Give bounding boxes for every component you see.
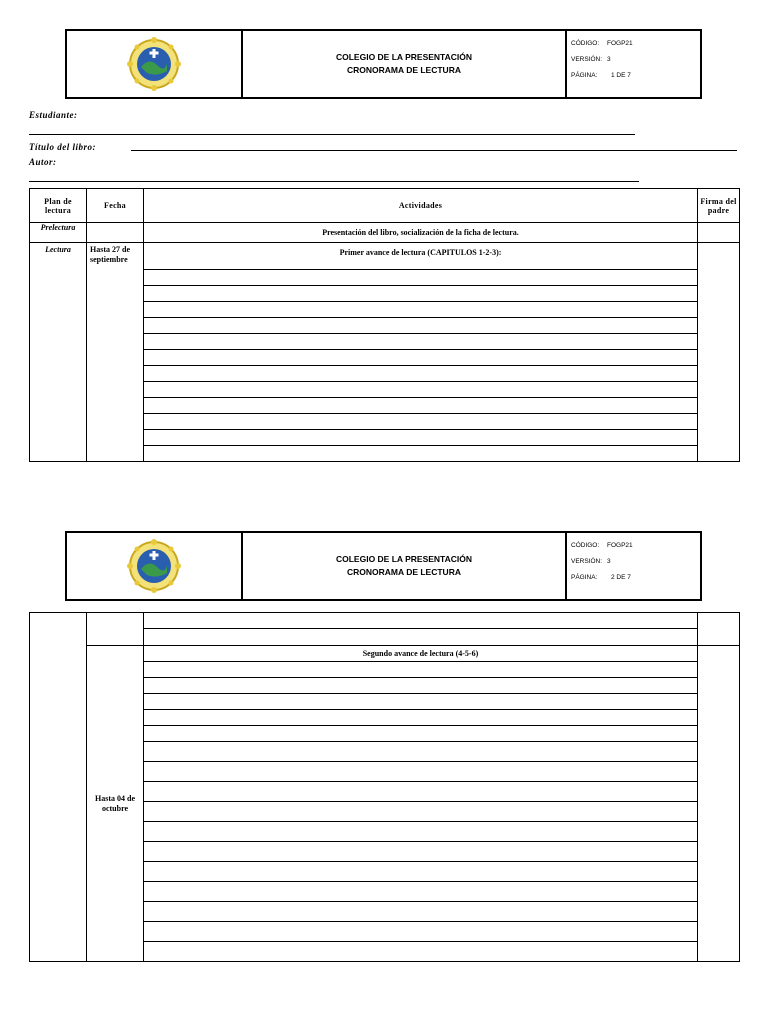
school-logo-icon bbox=[127, 539, 181, 593]
book-title-line[interactable] bbox=[131, 150, 737, 151]
lectura-label: Lectura bbox=[30, 243, 87, 462]
activity-line[interactable] bbox=[144, 802, 698, 822]
activity-line[interactable] bbox=[144, 862, 698, 882]
activity-line[interactable] bbox=[144, 366, 698, 382]
activity-line[interactable] bbox=[144, 694, 698, 710]
activity-line[interactable] bbox=[144, 334, 698, 350]
document-subtitle: CRONORAMA DE LECTURA bbox=[347, 65, 461, 75]
header-plan: Plan de lectura bbox=[30, 189, 87, 223]
page-label: PÁGINA: bbox=[571, 72, 598, 79]
activity-line[interactable] bbox=[144, 842, 698, 862]
logo-cell bbox=[67, 533, 243, 599]
prelectura-date-cell[interactable] bbox=[87, 223, 144, 243]
book-title-label: Título del libro: bbox=[29, 142, 96, 152]
version-value: 3 bbox=[607, 56, 611, 63]
activity-line[interactable] bbox=[144, 286, 698, 302]
activity-line[interactable] bbox=[144, 942, 698, 962]
reading-schedule-table-1 bbox=[29, 188, 740, 462]
activity-line[interactable] bbox=[144, 613, 698, 629]
page-label: PÁGINA: bbox=[571, 574, 598, 581]
activity-line[interactable] bbox=[144, 742, 698, 762]
activity-line[interactable] bbox=[144, 270, 698, 286]
prelectura-signature-cell[interactable] bbox=[698, 223, 740, 243]
lectura-date: Hasta 27 de septiembre bbox=[87, 243, 144, 462]
lectura-signature-cell[interactable] bbox=[698, 243, 740, 462]
activity-line[interactable] bbox=[144, 782, 698, 802]
second-advance-date: Hasta 04 de octubre bbox=[87, 646, 144, 962]
code-value: FOGP21 bbox=[607, 542, 633, 549]
student-line[interactable] bbox=[29, 134, 635, 135]
version-label: VERSIÓN: bbox=[571, 558, 603, 565]
author-line[interactable] bbox=[29, 181, 639, 182]
logo-cell bbox=[67, 31, 243, 97]
activity-line[interactable] bbox=[144, 302, 698, 318]
header-signature: Firma del padre bbox=[698, 189, 740, 223]
signature-cell[interactable] bbox=[698, 613, 740, 646]
code-value: FOGP21 bbox=[607, 40, 633, 47]
activity-line[interactable] bbox=[144, 350, 698, 366]
prelectura-activity: Presentación del libro, socialización de la ficha de lectura. bbox=[144, 223, 698, 243]
prelectura-label: Prelectura bbox=[30, 223, 87, 243]
activity-line[interactable] bbox=[144, 710, 698, 726]
activity-line[interactable] bbox=[144, 446, 698, 462]
meta-cell bbox=[567, 31, 700, 97]
school-logo-icon bbox=[127, 37, 181, 91]
activity-line[interactable] bbox=[144, 678, 698, 694]
activity-line[interactable] bbox=[144, 414, 698, 430]
activity-line[interactable] bbox=[144, 662, 698, 678]
reading-schedule-table-2 bbox=[29, 612, 740, 962]
header-activities: Actividades bbox=[144, 189, 698, 223]
meta-cell bbox=[567, 533, 700, 599]
second-advance-heading: Segundo avance de lectura (4-5-6) bbox=[144, 646, 698, 662]
activity-line[interactable] bbox=[144, 762, 698, 782]
plan-cell[interactable] bbox=[30, 613, 87, 962]
activity-line[interactable] bbox=[144, 882, 698, 902]
activity-line[interactable] bbox=[144, 318, 698, 334]
page-value: 2 DE 7 bbox=[611, 574, 631, 581]
second-signature-cell[interactable] bbox=[698, 646, 740, 962]
code-label: CÓDIGO: bbox=[571, 40, 600, 47]
code-label: CÓDIGO: bbox=[571, 542, 600, 549]
activity-line[interactable] bbox=[144, 902, 698, 922]
school-name: COLEGIO DE LA PRESENTACIÓN bbox=[335, 52, 472, 62]
activity-line[interactable] bbox=[144, 430, 698, 446]
title-cell bbox=[243, 31, 567, 97]
date-cell[interactable] bbox=[87, 613, 144, 646]
school-name: COLEGIO DE LA PRESENTACIÓN bbox=[335, 554, 472, 564]
page2-header bbox=[65, 531, 702, 601]
header-date: Fecha bbox=[87, 189, 144, 223]
version-label: VERSIÓN: bbox=[571, 56, 603, 63]
document-subtitle: CRONORAMA DE LECTURA bbox=[347, 567, 461, 577]
activity-line[interactable] bbox=[144, 629, 698, 646]
activity-line[interactable] bbox=[144, 822, 698, 842]
activity-line[interactable] bbox=[144, 382, 698, 398]
author-label: Autor: bbox=[29, 157, 57, 167]
title-cell bbox=[243, 533, 567, 599]
activity-line[interactable] bbox=[144, 922, 698, 942]
activity-line[interactable] bbox=[144, 398, 698, 414]
activity-line[interactable] bbox=[144, 726, 698, 742]
version-value: 3 bbox=[607, 558, 611, 565]
first-advance-heading: Primer avance de lectura (CAPITULOS 1-2-3): bbox=[144, 243, 698, 270]
page-value: 1 DE 7 bbox=[611, 72, 631, 79]
student-label: Estudiante: bbox=[29, 110, 78, 120]
page1-header bbox=[65, 29, 702, 99]
